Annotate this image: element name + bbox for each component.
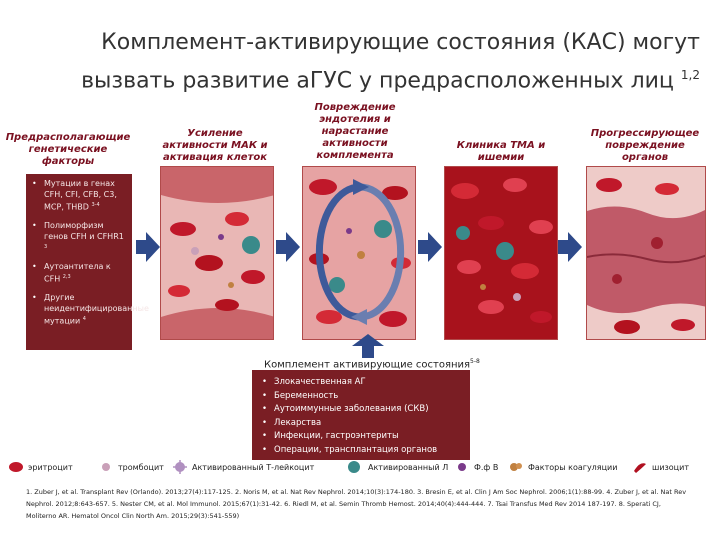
legend-label-schistocyte: шизоцит [652,463,689,472]
illustration-complement-cycle [302,166,416,340]
factor-item-text: Мутации в генах CFH, CFI, CFB, C3, MCP, THBD [44,179,117,212]
heading-progression: Прогрессирующее повреждение органов [590,128,700,163]
legend-label-factor-b: Ф.ф В [474,463,499,472]
factor-item-text: Аутоантитела к CFH [44,262,111,284]
heading-tma: Клиника ТМА и ишемии [456,140,546,163]
reference-line: 1. Zuber J, et al. Transplant Rev (Orlando). 2013;27(4):117-125. 2. Noris M, et al. Nat Rev Nephrol. 2014;10(3):174-180. 3. Bresin E, et al. Clin J Am Soc Nephrol. 2006;1(1):88-99. 4. Zuber J, et al. Nat Rev [26,488,687,496]
legend-label-t-cell: Активированный Т-лейкоцит [192,463,315,472]
illustration-organ-damage [586,166,706,340]
coagulation-icon [508,460,524,474]
condition-item: • Аутоиммунные заболевания (СКВ) [260,403,462,415]
factor-item [32,178,126,213]
reference-line: Moliterno AR. Hematol Oncol Clin North Am. 2015;29(3):541-559) [26,512,240,520]
heading-damage: Повреждение эндотелия и нарастание активности комплемента [314,102,396,161]
references [26,486,706,522]
slide-title [60,26,700,97]
condition-item: • Операции, трансплантация органов [260,444,462,456]
factor-item [32,292,149,327]
reference-line: Nephrol. 2012;8:643-657. 5. Nester CM, et al. Mol Immunol. 2015;67(1):31-42. 6. Riedl M, et al. Semin Thromb Hemost. 2014;40(4):444-444. 7. Tsai Transfus Med Rev 2014 187-197. 8. Sperati CJ, [26,500,661,508]
legend-label-platelet: тромбоцит [118,463,164,472]
title-line-1: Комплемент-активирующие состояния (КАС) могут [101,30,700,55]
factor-item-ref: 4 [82,315,86,322]
complement-conditions-box [252,370,470,460]
title-line-2-text: вызвать развитие аГУС у предрасположенных лиц [81,68,674,94]
condition-item: • Лекарства [260,417,462,429]
genetic-factors-box [26,174,149,350]
arrow-right-icon [418,232,442,262]
condition-item: • Инфекции, гастроэнтериты [260,430,462,442]
legend-label-erythrocyte: эритроцит [28,463,73,472]
legend [6,460,716,478]
platelet-icon [98,460,114,474]
condition-item: • Беременность [260,390,462,402]
illustration-tma [444,166,558,340]
factor-b-icon [454,460,470,474]
legend-label-coagulation: Факторы коагуляции [528,463,618,472]
complement-conditions-ref: 5-8 [470,358,480,365]
genetic-factors-list [32,178,149,327]
factor-item-ref: 3-4 [91,202,100,208]
heading-activation: Усиление активности МАК и активация клеток [162,128,268,163]
title-line-2 [60,59,700,97]
complement-conditions-label [264,358,480,370]
arrow-up-icon [352,334,384,358]
arrow-right-icon [276,232,300,262]
t-cell-icon [172,460,188,474]
factor-item-ref: 3 [44,243,48,250]
factor-item [32,220,126,255]
arrow-right-icon [136,232,160,262]
condition-item: • Злокачественная АГ [260,376,462,388]
factor-item-ref: 2,3 [62,274,71,281]
factor-item [32,261,126,285]
erythrocyte-icon [8,460,24,474]
schistocyte-icon [632,460,648,474]
factor-item-text: Другие неидентифицированные мутации [44,292,149,326]
factor-item-text: Полиморфизм генов CFH и CFHR1 [44,220,124,241]
conditions-list [260,376,462,456]
legend-label-leukocyte: Активированный Л [368,463,449,472]
illustration-activation [160,166,274,340]
leukocyte-icon [346,460,362,474]
complement-conditions-label-text: Комплемент активирующие состояния [264,359,471,371]
heading-factors: Предрасполагающие генетические факторы [5,132,131,167]
title-footnote: 1,2 [680,68,700,82]
arrow-right-icon [558,232,582,262]
